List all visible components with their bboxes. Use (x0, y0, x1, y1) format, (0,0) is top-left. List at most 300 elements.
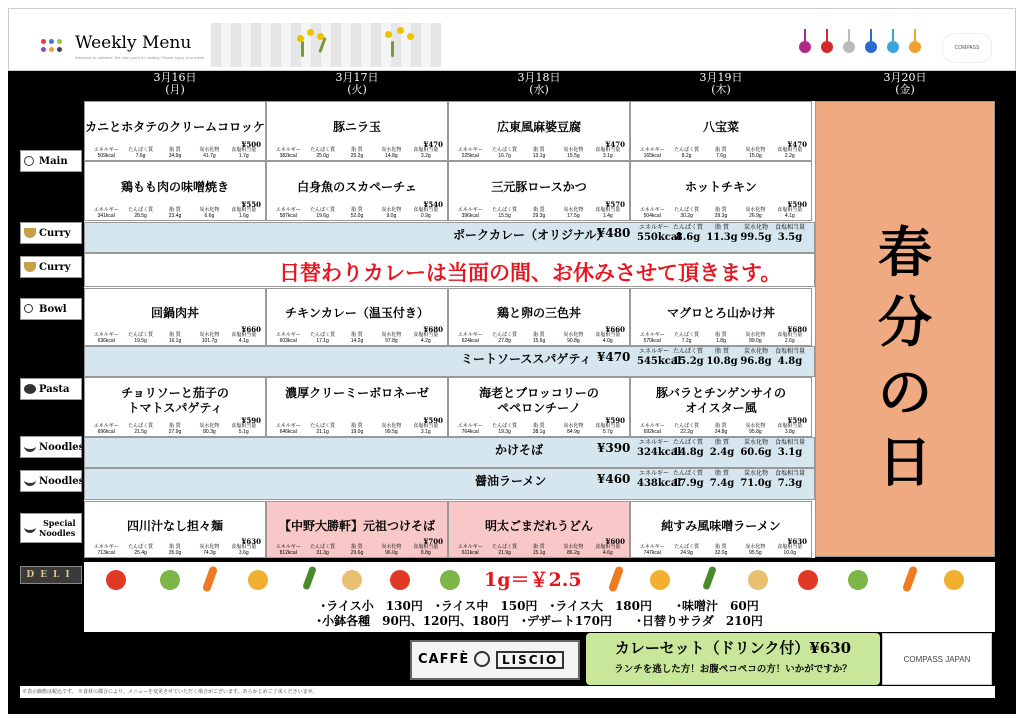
price: ¥590 (787, 200, 807, 209)
price: ¥700 (423, 537, 443, 546)
nutrition-label: 脂 質 (715, 439, 729, 446)
side-menu-line-2: ･小鉢各種 90円、120円、180円 ･デザート170円 ･日替りサラダ 210円 (316, 614, 763, 628)
dish-name: 三元豚ロースかつ (491, 180, 587, 194)
nutrition-label: 脂 質 (169, 332, 181, 338)
nutrition-value: 11.3g (706, 232, 738, 243)
plate-icon (24, 156, 34, 166)
nutrition-label: たんぱく質 (310, 147, 336, 153)
nutrition-label: エネルギー (457, 147, 483, 153)
nutrition-value: 3.1g (420, 429, 431, 435)
closed-day-panel (815, 101, 995, 557)
nutrition-label: エネルギー (93, 207, 119, 213)
day-header-fri: 3月20日 (金) (883, 71, 927, 96)
pasta-icon (24, 384, 36, 394)
nutrition-value: 6.6g (204, 213, 215, 219)
dish-name-line-1: 海老とブロッコリーの (479, 386, 599, 400)
nutrition-value: 2.4g (709, 447, 735, 458)
nutrition-label: エネルギー (457, 207, 483, 213)
nutrition-value: 19.5g (134, 338, 147, 344)
nutrition-value: 646kcal (279, 429, 297, 435)
cucumber-icon (702, 566, 717, 591)
pumpkin-icon (944, 570, 964, 590)
category-curry-1: Curry (20, 222, 82, 244)
tomato-icon (390, 570, 410, 590)
nutrition-label: たんぱく質 (674, 332, 700, 338)
nutrition-label: エネルギー (457, 544, 483, 550)
cabbage-icon (440, 570, 460, 590)
dish-name: 四川汁なし担々麺 (126, 519, 223, 533)
nutrition-label: 食塩相当量 (595, 423, 621, 429)
dish-name: 【中野大勝軒】元祖つけそば (278, 519, 435, 533)
compass-japan-logo: COMPASS JAPAN (882, 633, 992, 685)
nutrition-value: 3.5g (777, 232, 803, 243)
day-header-thu: 3月19日 (木) (699, 71, 743, 96)
bowl-icon (24, 304, 33, 313)
nutrition-value: 2.6g (784, 338, 795, 344)
tomato-icon (106, 570, 126, 590)
nutrition-value: 15.5g (567, 153, 580, 159)
deli-row (84, 562, 995, 596)
nutrition-label: 炭水化物 (381, 147, 402, 153)
band-nutrition (637, 223, 807, 243)
nutrition-label: たんぱく質 (492, 207, 518, 213)
nutrition-value: 17.9g (672, 478, 704, 489)
side-menu-info (84, 596, 995, 632)
main2-cell (266, 161, 448, 221)
nutrition-value: 27.9g (168, 429, 182, 435)
nutrition-label: 脂 質 (351, 423, 363, 429)
nutrition-value: 99.5g (740, 232, 772, 243)
nutrition-label: エネルギー (93, 423, 119, 429)
nutrition-label: 炭水化物 (745, 423, 766, 429)
band-dish-name: ポークカレー（オリジナル） (453, 228, 609, 242)
nutrition-value: 504kcal (643, 213, 661, 219)
bowl-cell (630, 288, 812, 346)
liscio-brand: LISCIO (496, 651, 564, 669)
dish-name: マグロとろ山かけ丼 (666, 306, 775, 320)
special-cell (630, 501, 812, 558)
nutrition-label: 炭水化物 (743, 348, 768, 355)
page-title: Weekly Menu (75, 33, 192, 53)
nutrition-label: 炭水化物 (563, 544, 584, 550)
nutrition-label: たんぱく質 (492, 147, 518, 153)
nutrition-value: 545kcal (637, 356, 682, 367)
nutrition-label: たんぱく質 (128, 332, 154, 338)
nutrition-value: 29.6g (350, 550, 364, 556)
dish-name-line-2: オイスター風 (685, 401, 757, 415)
nutrition-value: 4.0g (602, 338, 613, 344)
nutrition-value: 71.0g (740, 478, 772, 489)
nutrition-label: たんぱく質 (674, 207, 700, 213)
nutrition-label: 食塩相当量 (595, 207, 621, 213)
page-subtitle: Welcome to cafeteria. We wish you'll be healthy. Please enjoy your meal! (75, 55, 205, 60)
nutrition-value: 509kcal (97, 153, 115, 159)
nutrition-label: エネルギー (275, 423, 301, 429)
nutrition-label: エネルギー (93, 544, 119, 550)
price: ¥630 (241, 537, 261, 546)
nutrition-value: 3.6g (238, 550, 249, 556)
nutrition-value: 570kcal (643, 338, 661, 344)
carrot-icon (608, 565, 624, 592)
nutrition-label: たんぱく質 (674, 147, 700, 153)
nutrition-value: 29.3g (714, 213, 728, 219)
nutrition-value: 28.5g (134, 213, 147, 219)
nutrition-value: 603kcal (279, 338, 297, 344)
nutrition-value: 38.1g (532, 429, 546, 435)
closed-day-char-4: 日 (878, 430, 932, 494)
nutrition-label: 炭水化物 (563, 423, 584, 429)
nutrition-value: 31.3g (316, 550, 329, 556)
band-dish-name: 醤油ラーメン (475, 474, 547, 488)
nutrition-value: 3.1g (602, 153, 613, 159)
deli-label: DELI (20, 566, 82, 584)
nutrition-value: 21.9g (498, 550, 511, 556)
dish-name: 明太ごまだれうどん (484, 519, 593, 533)
band-nutrition (637, 347, 807, 367)
noodles_band2 (84, 468, 815, 500)
band-nutrition (637, 469, 807, 489)
dish-name-line-1: チョリソーと茄子の (121, 386, 229, 400)
nutrition-label: たんぱく質 (310, 423, 336, 429)
cabbage-icon (848, 570, 868, 590)
nutrition-value: 13.1g (532, 153, 546, 159)
band-dish-name: ミートソーススパゲティ (461, 352, 592, 366)
nutrition-label: 脂 質 (351, 207, 363, 213)
nutrition-label: 炭水化物 (381, 207, 402, 213)
nutrition-value: 1.8g (716, 338, 726, 344)
dish-name: 豚ニラ玉 (332, 120, 381, 134)
nutrition-value: 19.6g (316, 213, 329, 219)
nutrition-label: エネルギー (639, 423, 665, 429)
nutrition-label: たんぱく質 (672, 470, 703, 477)
nutrition-value: 15.6g (532, 338, 546, 344)
nutrition-label: たんぱく質 (310, 544, 336, 550)
bowl-cell (84, 288, 266, 346)
nutrition-label: 炭水化物 (563, 207, 584, 213)
nutrition-value: 14.2g (350, 338, 364, 344)
nutrition-label: 脂 質 (715, 147, 727, 153)
special-cell (448, 501, 630, 558)
price: ¥660 (605, 325, 625, 334)
nutrition-label: 炭水化物 (743, 439, 768, 446)
caffe-liscio-banner (410, 640, 580, 680)
nutrition-value: 2.2g (784, 153, 795, 159)
category-noodles-1: Noodles (20, 436, 82, 458)
nutrition-label: 脂 質 (169, 147, 181, 153)
closed-day-char-3: の (878, 360, 932, 424)
nutrition-value: 7.2g (681, 338, 692, 344)
day-header-tue: 3月17日 (火) (335, 71, 379, 96)
caffe-brand: CAFFÈ (418, 652, 470, 667)
nutrition-label: たんぱく質 (672, 348, 703, 355)
nutrition-label: 炭水化物 (745, 147, 766, 153)
nutrition-value: 636kcal (97, 338, 115, 344)
cucumber-icon (302, 566, 317, 591)
nutrition-value: 3.1g (777, 447, 803, 458)
nutrition-label: 食塩相当量 (413, 544, 439, 550)
nutrition-label: 脂 質 (715, 544, 727, 550)
nutrition-label: エネルギー (93, 332, 119, 338)
nutrition-label: たんぱく質 (492, 332, 518, 338)
nutrition-table (453, 423, 625, 435)
onion-icon (748, 570, 768, 590)
nutrition-value: 41.7g (203, 153, 216, 159)
curry-set-title: カレーセット（ドリンク付）¥630 (614, 639, 852, 657)
category-noodles-2: Noodles (20, 470, 82, 492)
nutrition-label: 食塩相当量 (413, 423, 439, 429)
nutrition-table (271, 423, 443, 435)
nutrition-value: 225kcal (461, 153, 479, 159)
nutrition-value: 19.3g (498, 429, 511, 435)
nutrition-table (271, 544, 443, 556)
nutrition-label: 食塩相当量 (413, 332, 439, 338)
nutrition-value: 4.1g (784, 213, 795, 219)
deli-price: 1g＝￥2.5 (484, 569, 582, 591)
category-bowl: Bowl (20, 298, 82, 320)
nutrition-label: たんぱく質 (492, 544, 518, 550)
nutrition-value: 25.4g (134, 550, 147, 556)
nutrition-label: 食塩相当量 (413, 147, 439, 153)
nutrition-value: 1.7g (238, 153, 249, 159)
nutrition-label: 脂 質 (169, 207, 181, 213)
nutrition-value: 7.6g (716, 153, 726, 159)
nutrition-label: たんぱく質 (310, 207, 336, 213)
nutrition-value: 4.8g (777, 356, 803, 367)
pasta-cell (448, 377, 630, 437)
price: ¥470 (787, 140, 807, 149)
nutrition-label: エネルギー (275, 332, 301, 338)
noodles_band1 (84, 437, 815, 468)
nutrition-value: 438kcal (637, 478, 682, 489)
nutrition-value: 341kcal (97, 213, 115, 219)
header-pattern (211, 23, 441, 67)
closed-day-char-2: 分 (878, 290, 932, 354)
nutrition-label: 炭水化物 (563, 147, 584, 153)
nutrition-value: 747kcal (643, 550, 661, 556)
nutrition-value: 27.8g (498, 338, 511, 344)
band-dish-name: かけそば (495, 443, 544, 457)
main2-cell (630, 161, 812, 221)
pasta-cell (84, 377, 266, 437)
nutrition-value: 30.2g (680, 213, 693, 219)
nutrition-value: 95.8g (749, 429, 762, 435)
nutrition-value: 550kcal (637, 232, 682, 243)
nutrition-label: 食塩相当量 (231, 544, 257, 550)
header (8, 8, 1016, 71)
nutrition-value: 165kcal (643, 153, 661, 159)
nutrition-label: エネルギー (275, 207, 301, 213)
nutrition-label: エネルギー (639, 207, 665, 213)
nutrition-value: 7.6g (135, 153, 146, 159)
nutrition-label: 脂 質 (715, 470, 729, 477)
nutrition-value: 713kcal (97, 550, 115, 556)
nutrition-value: 24.8g (714, 429, 728, 435)
nutrition-label: たんぱく質 (492, 423, 518, 429)
side-menu-line-1: ･ライス小 130円 ･ライス中 150円 ･ライス大 180円 ･味噌汁 60円 (320, 599, 759, 613)
nutrition-label: 脂 質 (169, 544, 181, 550)
nutrition-value: 16.7g (498, 153, 511, 159)
dish-name: 白身魚のスカペーチェ (297, 180, 417, 194)
nutrition-value: 9.0g (386, 213, 397, 219)
nutrition-table (89, 207, 261, 219)
nutrition-label: エネルギー (638, 439, 669, 446)
band-price: ¥460 (597, 472, 631, 486)
price: ¥590 (241, 416, 261, 425)
nutrition-value: 95.5g (749, 550, 762, 556)
nutrition-label: エネルギー (275, 147, 301, 153)
nutrition-label: たんぱく質 (674, 423, 700, 429)
nutrition-label: 食塩相当量 (595, 544, 621, 550)
curry-set-banner (586, 633, 880, 685)
curry-notice-band (84, 253, 815, 287)
price: ¥540 (423, 200, 443, 209)
nutrition-table (453, 544, 625, 556)
nutrition-label: エネルギー (639, 332, 665, 338)
nutrition-value: 3.2g (420, 153, 431, 159)
nutrition-label: 食塩相当量 (231, 423, 257, 429)
pasta_band (84, 346, 815, 377)
nutrition-value: 15.5g (498, 213, 511, 219)
main1-cell (266, 101, 448, 161)
nutrition-value: 324kcal (637, 447, 682, 458)
nutrition-label: 食塩相当量 (231, 147, 257, 153)
bowl-cell (448, 288, 630, 346)
nutrition-value: 17.5g (567, 213, 580, 219)
nutrition-value: 52.0g (350, 213, 364, 219)
nutrition-value: 86.2g (567, 550, 580, 556)
main1-cell (630, 101, 812, 161)
nutrition-label: 炭水化物 (199, 423, 220, 429)
nutrition-value: 21.5g (134, 429, 147, 435)
nutrition-label: 食塩相当量 (231, 332, 257, 338)
price: ¥600 (605, 537, 625, 546)
dish-name: 八宝菜 (702, 120, 739, 134)
nutrition-value: 14.8g (672, 447, 704, 458)
nutrition-label: たんぱく質 (128, 544, 154, 550)
nutrition-table (635, 423, 807, 435)
nutrition-label: 炭水化物 (745, 544, 766, 550)
nutrition-value: 3.8g (784, 429, 795, 435)
nutrition-value: 696kcal (97, 429, 115, 435)
nutrition-label: 炭水化物 (743, 224, 768, 231)
day-header-mon: 3月16日 (月) (153, 71, 197, 96)
nutrition-value: 611kcal (461, 550, 479, 556)
pumpkin-icon (248, 570, 268, 590)
band-price: ¥480 (597, 226, 631, 240)
dish-name: 回鍋肉丼 (150, 306, 199, 320)
dish-name: 鶏もも肉の味噌焼き (120, 180, 229, 194)
nutrition-value: 15.2g (672, 356, 704, 367)
nutrition-table (89, 147, 261, 159)
nutrition-value: 1.4g (602, 213, 613, 219)
nutrition-value: 60.6g (740, 447, 772, 458)
nutrition-value: 16.1g (168, 338, 182, 344)
curry-set-subtitle: ランチを逃した方！お腹ペコペコの方！いかがですか？ (614, 664, 852, 675)
dish-name-line-2: トマトスパゲティ (127, 401, 223, 415)
nutrition-label: 食塩相当量 (774, 224, 805, 231)
main2-cell (84, 161, 266, 221)
price: ¥570 (605, 200, 625, 209)
nutrition-value: 89.0g (749, 338, 762, 344)
dish-name: チキンカレー（温玉付き） (285, 306, 429, 320)
dish-name-line-2: ペペロンチーノ (497, 401, 581, 415)
nutrition-value: 5.1g (238, 429, 249, 435)
nutrition-label: 脂 質 (715, 332, 727, 338)
nutrition-label: 食塩相当量 (774, 439, 805, 446)
nutrition-value: 5.7g (602, 429, 613, 435)
category-curry-2: Curry (20, 256, 82, 278)
nutrition-label: 炭水化物 (745, 332, 766, 338)
price: ¥590 (605, 416, 625, 425)
nutrition-label: 食塩相当量 (777, 147, 803, 153)
band-price: ¥470 (597, 350, 631, 364)
compass-logo: COMPASS (942, 33, 992, 63)
closed-day-char-1: 春 (878, 220, 932, 284)
nutrition-table (271, 332, 443, 344)
nutrition-label: 脂 質 (533, 332, 545, 338)
dish-name: ホットチキン (685, 180, 757, 194)
price: ¥500 (241, 140, 261, 149)
nutrition-value: 4.1g (238, 338, 249, 344)
nutrition-value: 97.8g (385, 338, 398, 344)
nutrition-table (89, 332, 261, 344)
nutrition-label: エネルギー (639, 544, 665, 550)
nutrition-label: 脂 質 (169, 423, 181, 429)
price: ¥660 (241, 325, 261, 334)
nutrition-value: 19.0g (350, 429, 364, 435)
nutrition-value: 21.1g (316, 429, 329, 435)
nutrition-table (635, 544, 807, 556)
nutrition-label: エネルギー (93, 147, 119, 153)
band-nutrition (637, 438, 807, 458)
noodle-bowl-icon (24, 442, 36, 452)
nutrition-value: 101.7g (201, 338, 218, 344)
category-special-noodles: Special Noodles (20, 513, 82, 543)
nutrition-label: 食塩相当量 (777, 423, 803, 429)
nutrition-label: たんぱく質 (128, 423, 154, 429)
nutrition-label: 食塩相当量 (777, 544, 803, 550)
nutrition-label: 脂 質 (715, 224, 729, 231)
nutrition-value: 8.6g (675, 232, 701, 243)
category-main: Main (20, 150, 82, 172)
nutrition-label: 脂 質 (351, 147, 363, 153)
nutrition-value: 587kcal (279, 213, 297, 219)
nutrition-value: 96.8g (740, 356, 772, 367)
nutrition-value: 34.9g (168, 153, 182, 159)
dish-name: カニとホタテのクリームコロッケ (85, 120, 265, 134)
onion-icon (342, 570, 362, 590)
nutrition-label: 脂 質 (351, 332, 363, 338)
nutrition-label: 炭水化物 (381, 544, 402, 550)
nutrition-label: 脂 質 (351, 544, 363, 550)
nutrition-value: 25.2g (350, 153, 364, 159)
nutrition-label: たんぱく質 (310, 332, 336, 338)
nutrition-value: 35.0g (168, 550, 182, 556)
nutrition-table (271, 207, 443, 219)
nutrition-label: 脂 質 (533, 423, 545, 429)
nutrition-label: 脂 質 (715, 348, 729, 355)
price: ¥550 (241, 200, 261, 209)
curry-icon (24, 228, 36, 238)
pasta-cell (266, 377, 448, 437)
nutrition-value: 10.8g (706, 356, 738, 367)
nutrition-label: たんぱく質 (672, 224, 703, 231)
nutrition-value: 14.8g (385, 153, 398, 159)
nutrition-value: 15.0g (749, 153, 762, 159)
nutrition-value: 624kcal (461, 338, 479, 344)
nutrition-value: 10.0g (783, 550, 797, 556)
nutrition-table (453, 147, 625, 159)
